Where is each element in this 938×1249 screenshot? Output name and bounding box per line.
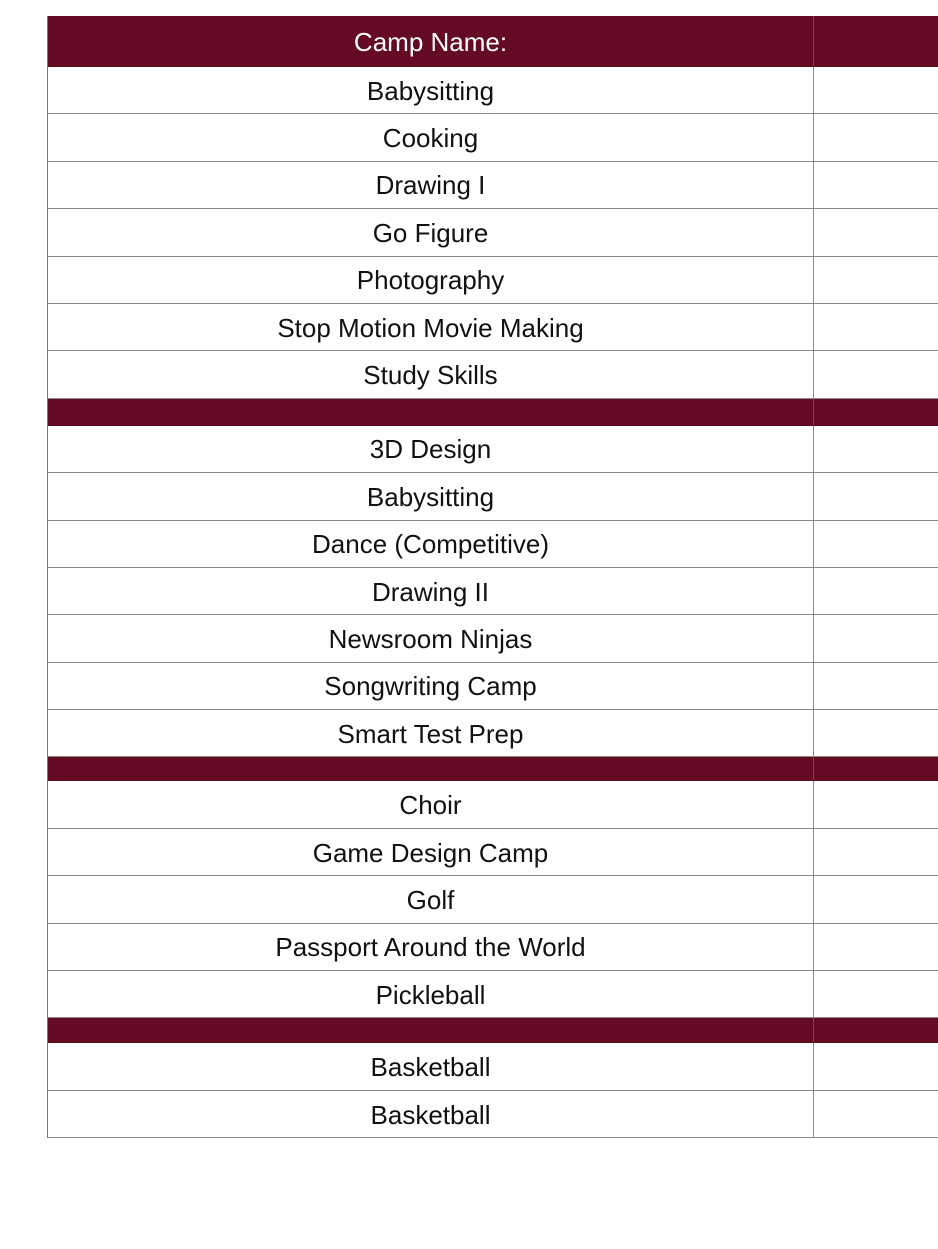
camp-name-cell: Smart Test Prep [48,710,814,756]
extra-cell [814,568,938,614]
table-row [48,568,938,615]
divider-cell [48,1018,814,1042]
table-row [48,209,938,256]
table-row [48,473,938,520]
extra-cell [814,781,938,827]
camp-name-cell: Golf [48,876,814,922]
extra-cell [814,304,938,350]
divider-extra-cell [814,399,938,425]
extra-cell [814,521,938,567]
table-row [48,615,938,662]
camp-name-cell: Cooking [48,114,814,160]
table-header-row [48,16,938,67]
camp-name-cell: Drawing II [48,568,814,614]
camp-name-cell: Study Skills [48,351,814,397]
extra-cell [814,426,938,472]
camp-name-cell: Basketball [48,1091,814,1137]
camp-name-cell: Go Figure [48,209,814,255]
camp-table [47,16,938,1138]
table-row [48,351,938,398]
camp-name-cell: Stop Motion Movie Making [48,304,814,350]
table-row [48,924,938,971]
extra-cell [814,663,938,709]
extra-cell [814,876,938,922]
table-row [48,67,938,114]
extra-cell [814,1043,938,1089]
camp-name-cell: Game Design Camp [48,829,814,875]
extra-cell [814,924,938,970]
divider-cell [48,757,814,780]
table-row [48,781,938,828]
table-row [48,162,938,209]
extra-cell [814,829,938,875]
camp-name-cell: Babysitting [48,67,814,113]
extra-cell [814,114,938,160]
camp-name-cell: Drawing I [48,162,814,208]
extra-cell [814,162,938,208]
camp-name-cell: 3D Design [48,426,814,472]
camp-name-cell: Basketball [48,1043,814,1089]
table-row [48,114,938,161]
table-row [48,521,938,568]
extra-cell [814,971,938,1017]
divider-cell [48,399,814,425]
camp-name-cell: Photography [48,257,814,303]
column-header-camp-name: Camp Name: [48,16,814,66]
camp-name-cell: Dance (Competitive) [48,521,814,567]
column-header-extra [814,16,938,66]
camp-name-cell: Newsroom Ninjas [48,615,814,661]
camp-name-cell: Passport Around the World [48,924,814,970]
extra-cell [814,473,938,519]
camp-name-cell: Choir [48,781,814,827]
camp-name-cell: Pickleball [48,971,814,1017]
extra-cell [814,209,938,255]
table-row [48,663,938,710]
divider-extra-cell [814,757,938,780]
divider-extra-cell [814,1018,938,1042]
table-row [48,710,938,757]
extra-cell [814,710,938,756]
table-row [48,1091,938,1138]
camp-name-cell: Babysitting [48,473,814,519]
extra-cell [814,351,938,397]
table-row [48,257,938,304]
table-row [48,426,938,473]
table-row [48,876,938,923]
camp-name-cell: Songwriting Camp [48,663,814,709]
section-divider-row [48,1018,938,1043]
table-row [48,1043,938,1090]
table-row [48,971,938,1018]
extra-cell [814,257,938,303]
table-row [48,304,938,351]
extra-cell [814,1091,938,1137]
section-divider-row [48,757,938,781]
table-row [48,829,938,876]
extra-cell [814,67,938,113]
section-divider-row [48,399,938,426]
extra-cell [814,615,938,661]
